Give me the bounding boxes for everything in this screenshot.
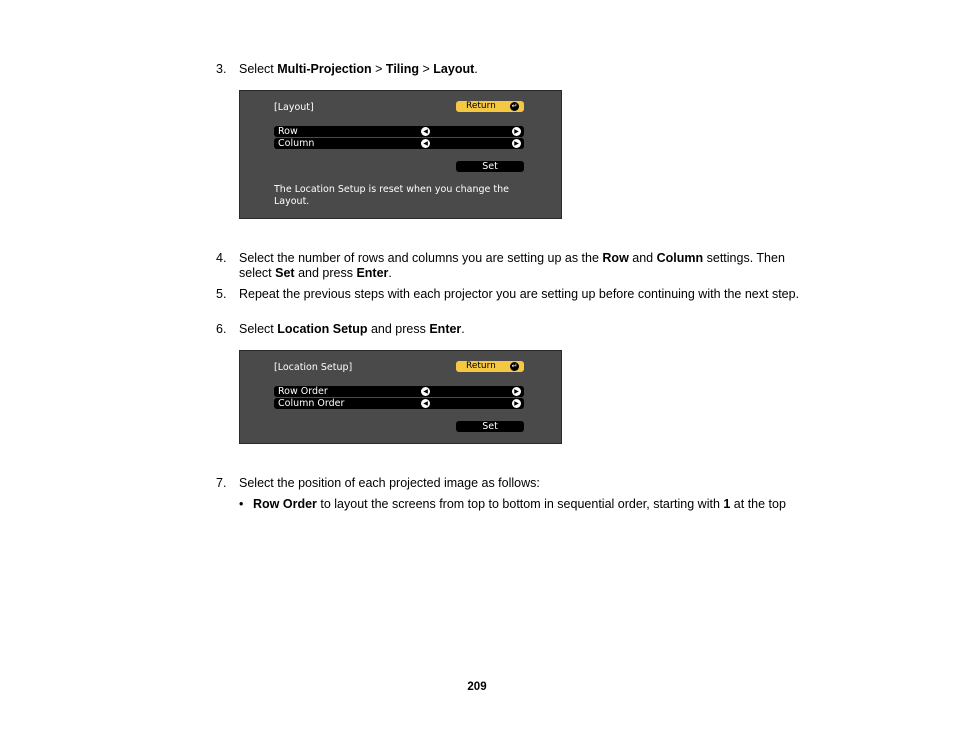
- enter-icon: ↵: [511, 102, 518, 110]
- arrow-right-icon[interactable]: ▶: [512, 127, 521, 136]
- bullet-text: [253, 497, 853, 512]
- bullet-dot: •: [239, 497, 244, 511]
- page-number: 209: [467, 681, 487, 693]
- menu-title: [Layout]: [274, 102, 314, 113]
- setting-label: Column: [278, 138, 315, 149]
- row-order-setting[interactable]: [274, 386, 524, 397]
- step-text: [239, 251, 819, 281]
- arrow-left-icon[interactable]: ◀: [421, 387, 430, 396]
- column-order-setting[interactable]: [274, 398, 524, 409]
- row-setting[interactable]: [274, 126, 524, 137]
- return-button[interactable]: [456, 361, 524, 372]
- setting-label: Column Order: [278, 398, 345, 409]
- step-text: [239, 322, 819, 337]
- arrow-left-icon[interactable]: ◀: [421, 399, 430, 408]
- text: >: [419, 62, 434, 76]
- set-button[interactable]: Set: [456, 161, 524, 172]
- setting-name: Row Order: [253, 497, 317, 511]
- arrow-right-icon[interactable]: ▶: [512, 387, 521, 396]
- set-button[interactable]: Set: [456, 421, 524, 432]
- text: and press: [367, 322, 430, 336]
- text: .: [388, 266, 392, 280]
- text: Select: [239, 322, 278, 336]
- setting-name: Column: [656, 251, 704, 265]
- step-text: [239, 62, 819, 77]
- return-button[interactable]: [456, 101, 524, 112]
- text: at the top: [730, 497, 786, 511]
- setting-label: Row Order: [278, 386, 328, 397]
- number: 1: [723, 497, 731, 511]
- menu-note: The Location Setup is reset when you change the Layout.: [274, 184, 509, 207]
- text: Select the number of rows and columns you are setting up as the: [239, 251, 603, 265]
- text: settings. Then select: [239, 251, 785, 280]
- step-number: 7.: [216, 476, 227, 490]
- text: to layout the screens from top to bottom in sequential order, starting with: [316, 497, 724, 511]
- return-label: Return: [466, 361, 496, 371]
- step-number: 5.: [216, 287, 227, 301]
- arrow-left-icon[interactable]: ◀: [421, 139, 430, 148]
- layout-menu-screenshot: [239, 90, 562, 219]
- key-name: Enter: [429, 322, 462, 336]
- step-text: Repeat the previous steps with each projector you are setting up before continuing with the next step.: [239, 287, 800, 301]
- menu-name: Tiling: [385, 62, 420, 76]
- setting-label: Row: [278, 126, 298, 137]
- text: and press: [294, 266, 357, 280]
- text: .: [461, 322, 465, 336]
- text: Select: [239, 62, 278, 76]
- menu-name: Layout: [433, 62, 475, 76]
- menu-title: [Location Setup]: [274, 362, 353, 373]
- enter-icon: ↵: [511, 362, 518, 370]
- menu-name: Multi-Projection: [277, 62, 372, 76]
- text: >: [371, 62, 386, 76]
- step-number: 6.: [216, 322, 227, 336]
- text: .: [474, 62, 478, 76]
- step-number: 3.: [216, 62, 227, 76]
- menu-name: Location Setup: [277, 322, 368, 336]
- setting-name: Row: [602, 251, 629, 265]
- setting-name: Set: [275, 266, 295, 280]
- step-number: 4.: [216, 251, 227, 265]
- step-text: Select the position of each projected image as follows:: [239, 476, 540, 490]
- return-label: Return: [466, 101, 496, 111]
- key-name: Enter: [356, 266, 389, 280]
- arrow-right-icon[interactable]: ▶: [512, 399, 521, 408]
- arrow-left-icon[interactable]: ◀: [421, 127, 430, 136]
- arrow-right-icon[interactable]: ▶: [512, 139, 521, 148]
- column-setting[interactable]: [274, 138, 524, 149]
- text: and: [628, 251, 657, 265]
- location-setup-menu-screenshot: [239, 350, 562, 444]
